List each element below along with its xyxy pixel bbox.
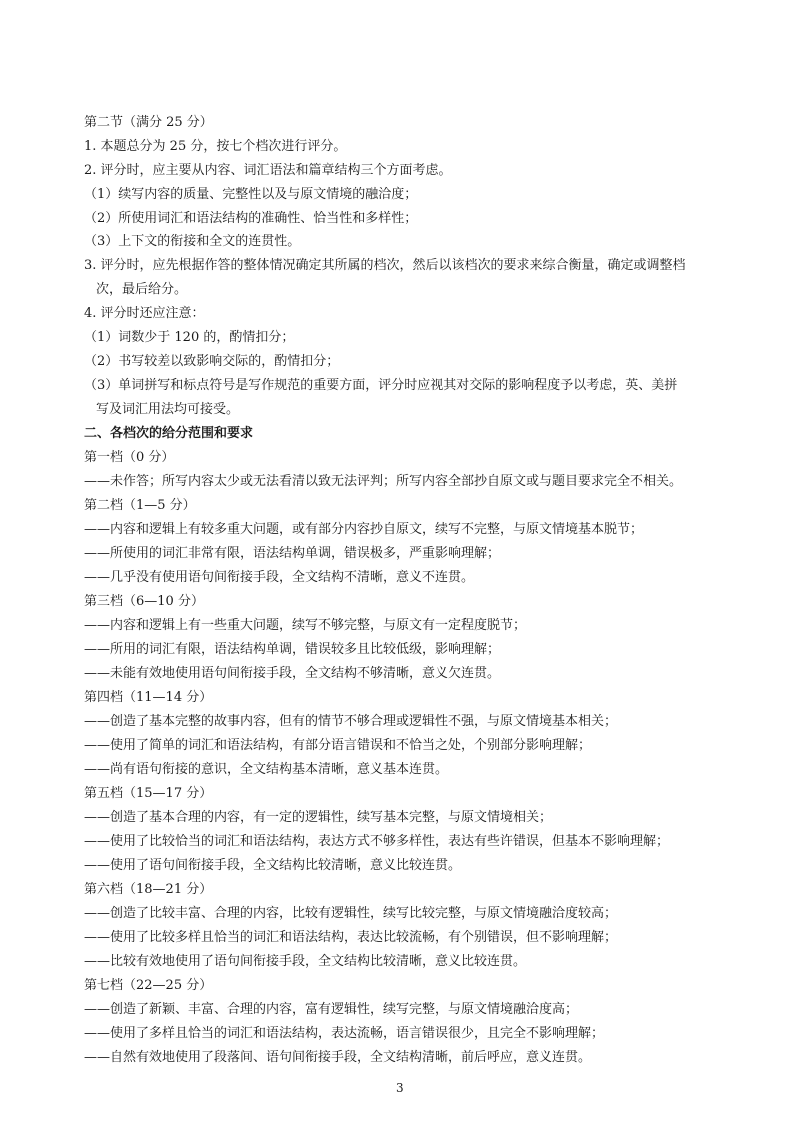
rule-line: 写及词汇用法均可接受。 [96, 402, 240, 417]
level-title: 第六档（18—21 分） [84, 882, 213, 897]
level-item: ——创造了新颖、丰富、合理的内容，富有逻辑性，续写完整，与原文情境融洽度高； [84, 1002, 579, 1017]
rule-line: （1）词数少于 120 的，酌情扣分； [84, 330, 295, 345]
level-item: ——使用了比较多样且恰当的词汇和语法结构，表达比较流畅，有个别错误，但不影响理解； [84, 930, 618, 945]
level-item: ——未能有效地使用语句间衔接手段，全文结构不够清晰，意义欠连贯。 [84, 666, 501, 681]
subheading: 二、各档次的给分范围和要求 [84, 426, 254, 441]
level-item: ——自然有效地使用了段落间、语句间衔接手段，全文结构清晰，前后呼应，意义连贯。 [84, 1050, 592, 1065]
rule-line: （2）所使用词汇和语法结构的准确性、恰当性和多样性； [84, 211, 418, 226]
rule-line: 4. 评分时还应注意： [84, 306, 205, 321]
rule-line: 次，最后给分。 [96, 282, 188, 297]
level-item: ——比较有效地使用了语句间衔接手段，全文结构比较清晰，意义比较连贯。 [84, 954, 527, 969]
level-item: ——所用的词汇有限，语法结构单调，错误较多且比较低级，影响理解； [84, 642, 501, 657]
rule-line: （2）书写较差以致影响交际的，酌情扣分； [84, 354, 340, 369]
level-title: 第五档（15—17 分） [84, 786, 213, 801]
section-title: 第二节（满分 25 分） [84, 115, 213, 130]
level-item: ——几乎没有使用语句间衔接手段，全文结构不清晰，意义不连贯。 [84, 570, 475, 585]
level-item: ——使用了比较恰当的词汇和语法结构，表达方式不够多样性，表达有些许错误，但基本不影响理解； [84, 834, 670, 849]
rule-line: 2. 评分时，应主要从内容、词汇语法和篇章结构三个方面考虑。 [84, 163, 452, 178]
level-item: ——未作答；所写内容太少或无法看清以致无法评判；所写内容全部抄自原文或与题目要求完全不相关。 [84, 474, 683, 489]
rule-line: 3. 评分时，应先根据作答的整体情况确定其所属的档次，然后以该档次的要求来综合衡量，确定或调整档 [84, 258, 686, 273]
level-item: ——创造了基本合理的内容，有一定的逻辑性，续写基本完整，与原文情境相关； [84, 810, 553, 825]
level-title: 第二档（1—5 分） [84, 498, 196, 513]
level-item: ——所使用的词汇非常有限，语法结构单调，错误极多，严重影响理解； [84, 546, 501, 561]
page-number: 3 [396, 1081, 404, 1095]
level-item: ——创造了基本完整的故事内容，但有的情节不够合理或逻辑性不强，与原文情境基本相关； [84, 714, 618, 729]
level-item: ——内容和逻辑上有较多重大问题，或有部分内容抄自原文，续写不完整，与原文情境基本脱节； [84, 522, 644, 537]
level-title: 第一档（0 分） [84, 450, 175, 465]
level-item: ——创造了比较丰富、合理的内容，比较有逻辑性，续写比较完整，与原文情境融洽度较高； [84, 906, 618, 921]
level-item: ——尚有语句衔接的意识，全文结构基本清晰，意义基本连贯。 [84, 762, 449, 777]
level-title: 第七档（22—25 分） [84, 978, 213, 993]
level-item: ——使用了语句间衔接手段，全文结构比较清晰，意义比较连贯。 [84, 858, 462, 873]
rule-line: （3）单词拼写和标点符号是写作规范的重要方面，评分时应视其对交际的影响程度予以考虑，英、美拼 [84, 378, 678, 393]
level-item: ——内容和逻辑上有一些重大问题，续写不够完整，与原文有一定程度脱节； [84, 618, 527, 633]
rule-line: （3）上下文的衔接和全文的连贯性。 [84, 234, 301, 249]
level-title: 第三档（6—10 分） [84, 594, 204, 609]
rule-line: （1）续写内容的质量、完整性以及与原文情境的融洽度； [84, 187, 418, 202]
rule-line: 1. 本题总分为 25 分，按七个档次进行评分。 [84, 139, 347, 154]
level-item: ——使用了多样且恰当的词汇和语法结构，表达流畅，语言错误很少，且完全不影响理解； [84, 1026, 605, 1041]
level-title: 第四档（11—14 分） [84, 690, 213, 705]
level-item: ——使用了简单的词汇和语法结构，有部分语言错误和不恰当之处，个别部分影响理解； [84, 738, 592, 753]
